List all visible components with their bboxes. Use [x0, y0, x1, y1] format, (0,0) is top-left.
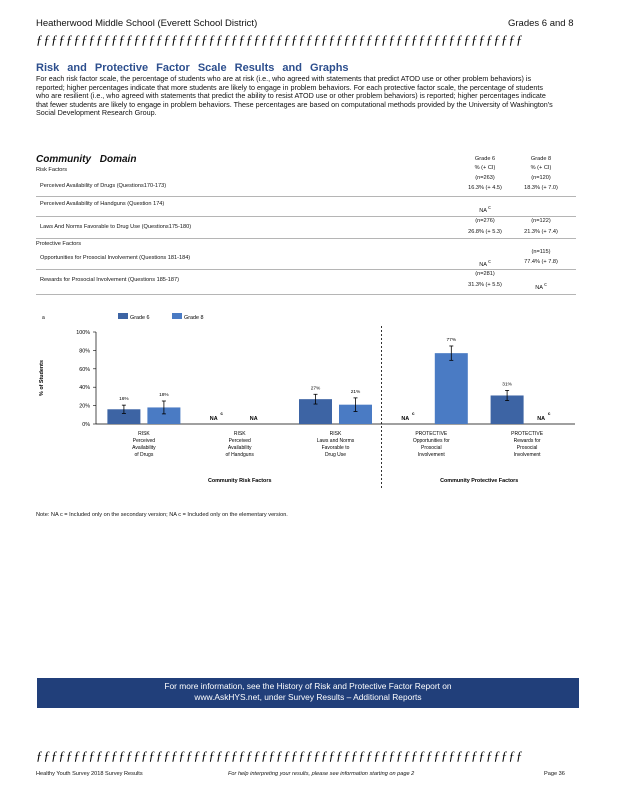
- table-row-label: Opportunities for Prosocial Involvement (Questions 181-184): [40, 255, 191, 261]
- category-label: PROTECTIVE: [415, 431, 448, 437]
- top-rule: ƒƒƒƒƒƒƒƒƒƒƒƒƒƒƒƒƒƒƒƒƒƒƒƒƒƒƒƒƒƒƒƒƒƒƒƒƒƒƒƒƒƒƒƒƒƒƒƒƒƒƒƒƒƒƒƒƒƒƒƒƒƒƒƒƒ: [36, 32, 524, 47]
- category-label: RISK: [138, 431, 150, 437]
- table-cell-g6: 31.3% (+ 5.5): [468, 282, 502, 288]
- category-label: Rewards for: [513, 438, 541, 444]
- table-cell-g6: 16.3% (+ 4.5): [468, 185, 502, 191]
- y-axis-label: % of Students: [39, 360, 45, 396]
- category-label: Prosocial: [421, 445, 442, 451]
- category-label: Opportunities for: [412, 438, 450, 444]
- bottom-rule: ƒƒƒƒƒƒƒƒƒƒƒƒƒƒƒƒƒƒƒƒƒƒƒƒƒƒƒƒƒƒƒƒƒƒƒƒƒƒƒƒƒƒƒƒƒƒƒƒƒƒƒƒƒƒƒƒƒƒƒƒƒƒƒƒƒ: [36, 748, 524, 763]
- table-cell-g8: 18.3% (+ 7.0): [524, 185, 558, 191]
- banner-line-1: For more information, see the History of Risk and Protective Factor Report on: [164, 681, 452, 691]
- table-cell-g6: 26.8% (+ 5.3): [468, 229, 502, 235]
- protective-factors-header: Protective Factors: [36, 241, 82, 247]
- domain-title: Community Domain: [36, 154, 137, 165]
- data-label: 77%: [446, 337, 457, 343]
- y-tick-label: 0%: [82, 422, 90, 428]
- data-label: 21%: [350, 389, 361, 395]
- risk-factors-header: Risk Factors: [36, 167, 68, 173]
- y-tick-label: 20%: [79, 403, 90, 410]
- group-label-risk: Community Risk Factors: [207, 478, 272, 484]
- table-cell-n8: (n=122): [531, 218, 551, 224]
- y-tick-label: 40%: [79, 385, 90, 392]
- section-title: Risk and Protective Factor Scale Results and Graphs: [36, 62, 349, 74]
- table-row-label: Perceived Availability of Drugs (Questions170-173): [40, 183, 167, 189]
- table-cell-n8: (n=115): [531, 249, 551, 255]
- data-label: 31%: [502, 382, 512, 388]
- banner-line-2[interactable]: www.AskHYS.net, under Survey Results – Additional Reports: [194, 691, 422, 702]
- na-label: NA: [249, 416, 258, 422]
- row-divider: [36, 269, 576, 270]
- na-superscript: c: [220, 411, 223, 416]
- category-label: PROTECTIVE: [511, 431, 544, 437]
- table-cell-g8: NA $^c$: [535, 282, 547, 291]
- footer-help-link[interactable]: For help interpreting your results, please see information starting on page 2: [228, 771, 415, 777]
- row-divider: [36, 238, 576, 239]
- legend-label-grade8: Grade 8: [184, 315, 204, 321]
- legend-swatch-grade8: [172, 313, 182, 319]
- col-grade6-sub: % (+ CI): [474, 165, 496, 171]
- col-grade8-sub: % (+ CI): [530, 165, 552, 171]
- table-cell-n6: (n=276): [475, 218, 495, 224]
- na-label: NA: [537, 416, 545, 422]
- na-label: NA: [401, 416, 410, 422]
- info-banner: [37, 678, 579, 708]
- legend-label-grade6: Grade 6: [130, 315, 150, 321]
- data-label: 16%: [119, 397, 129, 403]
- table-cell-g8: 21.3% (+ 7.4): [524, 229, 558, 235]
- category-label: Prosocial: [516, 445, 538, 451]
- category-label: Perceived: [228, 438, 251, 444]
- footnote: Note: NA c = Included only on the secondary version; NA c = Included only on the elementary version.: [36, 512, 288, 518]
- data-label: 18%: [159, 393, 169, 398]
- intro-paragraph: For each risk factor scale, the percentage of students who are at risk (i.e., who agreed with statements that predict ATOD use or other problem behaviors) is reported; higher percentages indicate that more students are likely to engage in problem behaviors. For each protective factor scale, the percentage of students who are resilient (i.e., who agreed with statements that predict the ability to resist ATOD use or other problem behaviors) is reported; higher percentages indicate that fewer students are likely to engage in problem behaviors. These percentages are based on computational methods provided by the University of Washington's Social Development Research Group.: [36, 74, 553, 118]
- data-label: 27%: [310, 386, 321, 392]
- category-label: Availability: [227, 445, 252, 451]
- category-label: Perceived: [132, 438, 156, 444]
- bar-grade8: [435, 353, 468, 424]
- category-label: Laws and Norms: [316, 438, 355, 444]
- category-label: Involvement: [513, 452, 541, 458]
- table-cell-n6: (n=281): [475, 271, 495, 277]
- grade8-n: (n=120): [531, 175, 551, 181]
- category-label: RISK: [233, 431, 246, 437]
- row-divider: [36, 294, 576, 295]
- na-superscript: c: [547, 411, 551, 416]
- bar-chart: [0, 300, 618, 500]
- table-cell-g6: NA $^c$: [479, 205, 491, 214]
- table-row-label: Perceived Availability of Handguns (Question 174): [40, 201, 165, 207]
- footer-survey: Healthy Youth Survey 2018 Survey Results: [36, 771, 143, 777]
- y-tick-label: 100%: [76, 330, 90, 336]
- table-row-label: Laws And Norms Favorable to Drug Use (Questions175-180): [40, 224, 192, 230]
- table-cell-g8: 77.4% (+ 7.8): [524, 259, 558, 265]
- category-label: of Handguns: [225, 452, 254, 458]
- col-grade6-header: Grade 6: [474, 156, 496, 162]
- category-label: Drug Use: [324, 452, 347, 458]
- table-cell-g6: NA $^c$: [479, 259, 491, 268]
- row-divider: [36, 216, 576, 217]
- table-row-label: Rewards for Prosocial Involvement (Questions 185-187): [40, 277, 179, 283]
- category-label: Involvement: [417, 452, 445, 458]
- category-label: Favorable to: [321, 445, 350, 451]
- group-label-protective: Community Protective Factors: [440, 478, 519, 484]
- school-name: Heatherwood Middle School (Everett School District): [36, 18, 258, 29]
- legend-marker: a: [42, 315, 45, 321]
- category-label: of Drugs: [134, 452, 154, 458]
- category-label: RISK: [329, 431, 342, 437]
- y-tick-label: 80%: [79, 348, 90, 355]
- na-superscript: c: [412, 411, 415, 416]
- category-label: Availability: [132, 445, 156, 451]
- legend-swatch-grade6: [118, 313, 128, 319]
- grade6-n: (n=263): [475, 175, 495, 181]
- row-divider: [36, 196, 576, 197]
- y-tick-label: 60%: [79, 366, 90, 373]
- page-number: Page 36: [544, 771, 565, 777]
- grades-label: Grades 6 and 8: [508, 18, 574, 29]
- na-label: NA: [209, 416, 218, 422]
- col-grade8-header: Grade 8: [530, 156, 552, 162]
